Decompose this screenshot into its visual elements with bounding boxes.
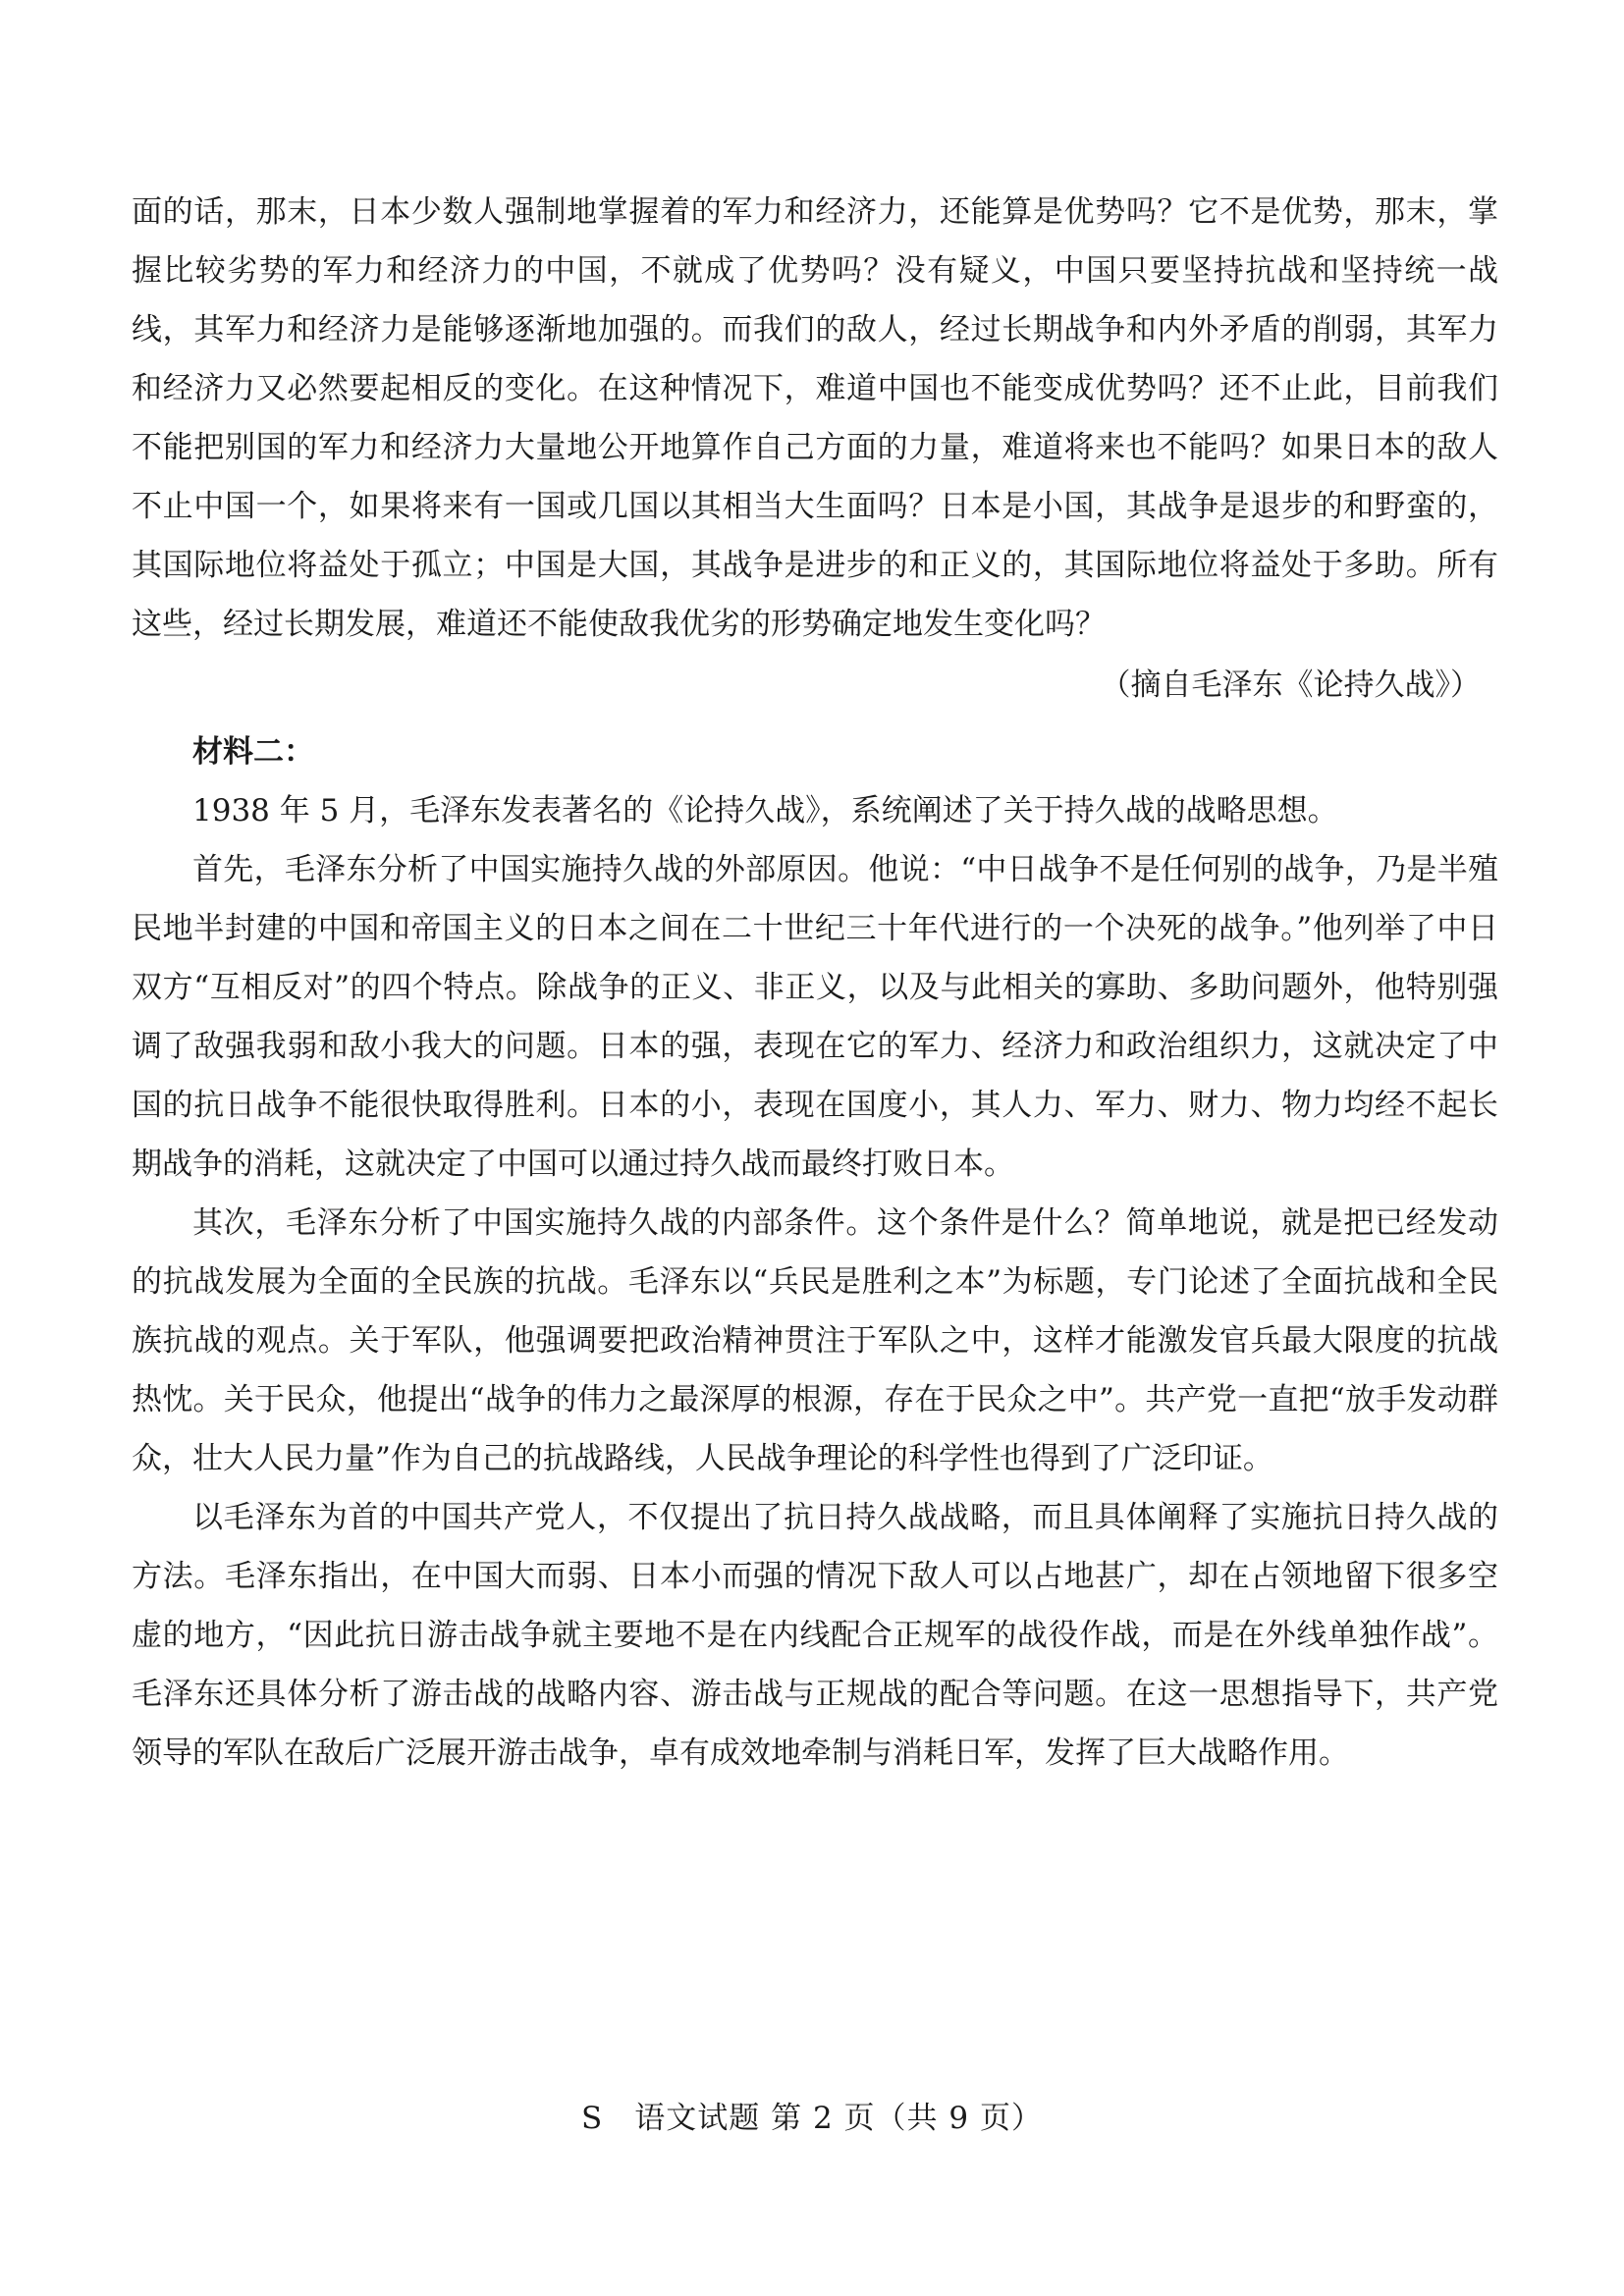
material-two-paragraph-2: 首先，毛泽东分析了中国实施持久战的外部原因。他说：“中日战争不是任何别的战争，乃是半殖民地半封建的中国和帝国主义的日本之间在二十世纪三十年代进行的一个决死的战争。”他列举了中日双方“互相反对”的四个特点。除战争的正义、非正义，以及与此相关的寡助、多助问题外，他特别强调了敌强我弱和敌小我大的问题。日本的强，表现在它的军力、经济力和政治组织力，这就决定了中国的抗日战争不能很快取得胜利。日本的小，表现在国度小，其人力、军力、财力、物力均经不起长期战争的消耗，这就决定了中国可以通过持久战而最终打败日本。	[132, 852, 1498, 1182]
page-footer: S 语文试题 第 2 页（共 9 页）	[581, 2101, 1043, 2136]
reading-passage	[132, 183, 1498, 1783]
material-two-paragraph-1: 1938 年 5 月，毛泽东发表著名的《论持久战》，系统阐述了关于持久战的战略思想。	[192, 793, 1338, 828]
material-two-heading: 材料二：	[192, 734, 314, 770]
material-one-source: （摘自毛泽东《论持久战》）	[1100, 667, 1481, 703]
material-one-continuation: 面的话，那末，日本少数人强制地掌握着的军力和经济力，还能算是优势吗？它不是优势，那末，掌握比较劣势的军力和经济力的中国，不就成了优势吗？没有疑义，中国只要坚持抗战和坚持统一战线，其军力和经济力是能够逐渐地加强的。而我们的敌人，经过长期战争和内外矛盾的削弱，其军力和经济力又必然要起相反的变化。在这种情况下，难道中国也不能变成优势吗？还不止此，目前我们不能把别国的军力和经济力大量地公开地算作自己方面的力量，难道将来也不能吗？如果日本的敌人不止中国一个，如果将来有一国或几国以其相当大生面吗？日本是小国，其战争是退步的和野蛮的，其国际地位将益处于孤立；中国是大国，其战争是进步的和正义的，其国际地位将益处于多助。所有这些，经过长期发展，难道还不能使敌我优劣的形势确定地发生变化吗？	[132, 194, 1498, 642]
material-two-paragraph-3: 其次，毛泽东分析了中国实施持久战的内部条件。这个条件是什么？简单地说，就是把已经发动的抗战发展为全面的全民族的抗战。毛泽东以“兵民是胜利之本”为标题，专门论述了全面抗战和全民族抗战的观点。关于军队，他强调要把政治精神贯注于军队之中，这样才能激发官兵最大限度的抗战热忱。关于民众，他提出“战争的伟力之最深厚的根源，存在于民众之中”。共产党一直把“放手发动群众，壮大人民力量”作为自己的抗战路线，人民战争理论的科学性也得到了广泛印证。	[132, 1205, 1498, 1476]
material-two-paragraph-4: 以毛泽东为首的中国共产党人，不仅提出了抗日持久战战略，而且具体阐释了实施抗日持久战的方法。毛泽东指出，在中国大而弱、日本小而强的情况下敌人可以占地甚广，却在占领地留下很多空虚的地方，“因此抗日游击战争就主要地不是在内线配合正规军的战役作战，而是在外线单独作战”。毛泽东还具体分析了游击战的战略内容、游击战与正规战的配合等问题。在这一思想指导下，共产党领导的军队在敌后广泛展开游击战争，卓有成效地牵制与消耗日军，发挥了巨大战略作用。	[132, 1500, 1498, 1771]
